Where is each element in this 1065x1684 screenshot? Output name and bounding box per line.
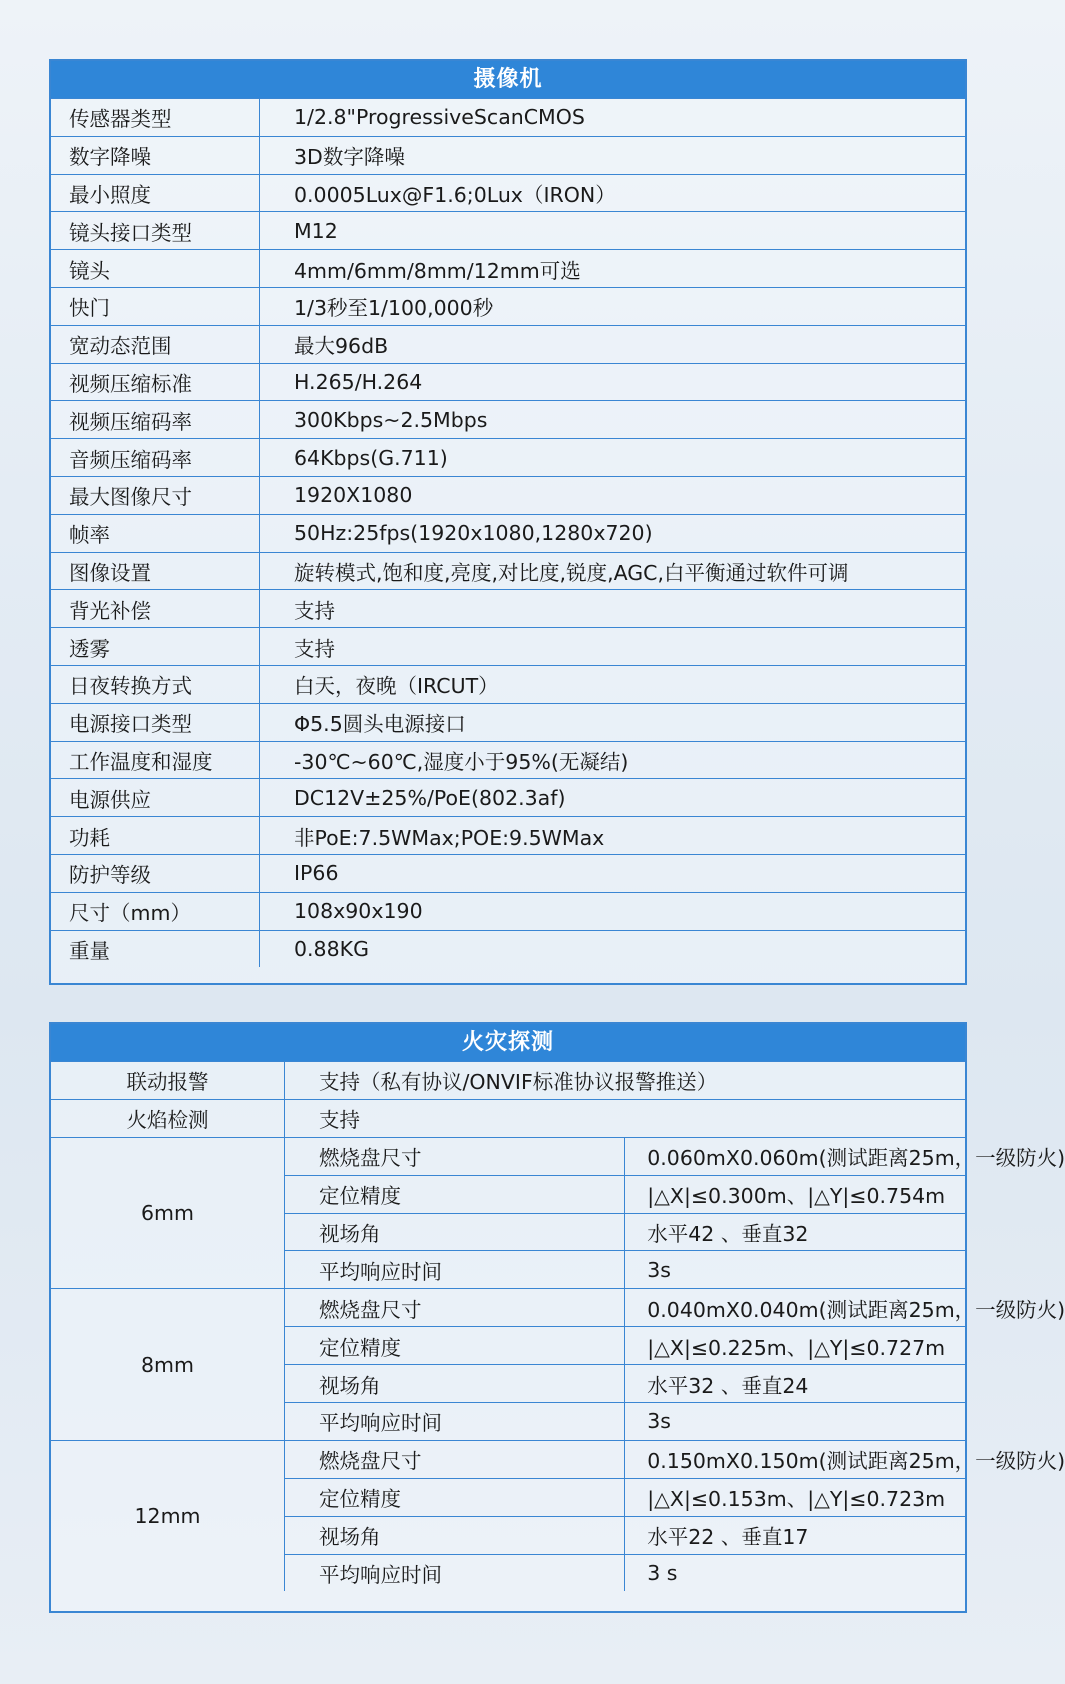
spec-value: 1/3秒至1/100,000秒: [260, 287, 966, 325]
spec-value: 0.0005Lux@F1.6;0Lux（IRON）: [260, 174, 966, 212]
spec-value: -30℃~60℃,湿度小于95%(无凝结): [260, 741, 966, 779]
spec-label: 联动报警: [51, 1062, 285, 1100]
table-row: [51, 439, 965, 477]
spec-value: 0.88KG: [260, 930, 966, 967]
spec-label: 镜头接口类型: [51, 212, 260, 250]
table-row: [51, 287, 965, 325]
spec-label: 最小照度: [51, 174, 260, 212]
spec-label: 宽动态范围: [51, 325, 260, 363]
table-row: [51, 476, 965, 514]
spec-value: 50Hz:25fps(1920x1080,1280x720): [260, 514, 966, 552]
table-row: [51, 325, 965, 363]
spec-value: 旋转模式,饱和度,亮度,对比度,锐度,AGC,白平衡通过软件可调: [260, 552, 966, 590]
spec-value: 支持: [260, 590, 966, 628]
spec-label: 视场角: [285, 1365, 625, 1403]
spec-value: 4mm/6mm/8mm/12mm可选: [260, 250, 966, 288]
spec-value: 3s: [625, 1251, 965, 1289]
spec-label: 帧率: [51, 514, 260, 552]
spec-label: 电源接口类型: [51, 703, 260, 741]
spec-label: 视频压缩标准: [51, 363, 260, 401]
spec-label: 定位精度: [285, 1327, 625, 1365]
spec-label: 快门: [51, 287, 260, 325]
spec-value: 水平32 、垂直24: [625, 1365, 965, 1403]
spec-label: 火焰检测: [51, 1099, 285, 1137]
spec-label: 传感器类型: [51, 99, 260, 137]
spec-label: 日夜转换方式: [51, 665, 260, 703]
spec-value: M12: [260, 212, 966, 250]
table-row: [51, 552, 965, 590]
table-row: [51, 401, 965, 439]
table-row: [51, 174, 965, 212]
spec-label: 功耗: [51, 817, 260, 855]
fire-section-title: 火灾探测: [51, 1024, 965, 1061]
spec-label: 尺寸（mm）: [51, 892, 260, 930]
table-row: [51, 212, 965, 250]
table-row: [51, 892, 965, 930]
spec-label: 背光补偿: [51, 590, 260, 628]
spec-label: 重量: [51, 930, 260, 967]
spec-label: 电源供应: [51, 779, 260, 817]
spec-value: 300Kbps~2.5Mbps: [260, 401, 966, 439]
spec-value: 1/2.8"ProgressiveScanCMOS: [260, 99, 966, 137]
spec-label: 平均响应时间: [285, 1251, 625, 1289]
spec-label: 视场角: [285, 1213, 625, 1251]
spec-value: |△X|≤0.300m、|△Y|≤0.754m: [625, 1175, 965, 1213]
table-row: [51, 1289, 965, 1327]
table-row: [51, 628, 965, 666]
spec-value: 支持: [260, 628, 966, 666]
spec-label: 工作温度和湿度: [51, 741, 260, 779]
spec-value: 0.060mX0.060m(测试距离25m，一级防火): [625, 1137, 965, 1175]
table-row: [51, 514, 965, 552]
spec-label: 视场角: [285, 1516, 625, 1554]
spec-label: 燃烧盘尺寸: [285, 1440, 625, 1478]
table-row: [51, 703, 965, 741]
spec-value: IP66: [260, 854, 966, 892]
spec-value: 最大96dB: [260, 325, 966, 363]
spec-label: 镜头: [51, 250, 260, 288]
table-row: [51, 1440, 965, 1478]
spec-value: 3s: [625, 1403, 965, 1441]
table-row: [51, 590, 965, 628]
spec-label: 平均响应时间: [285, 1554, 625, 1591]
spec-value: 3 s: [625, 1554, 965, 1591]
spec-value: DC12V±25%/PoE(802.3af): [260, 779, 966, 817]
camera-section-title: 摄像机: [51, 61, 965, 98]
spec-value: 0.040mX0.040m(测试距离25m，一级防火): [625, 1289, 965, 1327]
table-row: [51, 136, 965, 174]
spec-label: 定位精度: [285, 1478, 625, 1516]
spec-value: 水平22 、垂直17: [625, 1516, 965, 1554]
spec-label: 音频压缩码率: [51, 439, 260, 477]
table-row: [51, 99, 965, 137]
table-row: [51, 817, 965, 855]
spec-label: 平均响应时间: [285, 1403, 625, 1441]
lens-group-label: 6mm: [51, 1137, 285, 1289]
spec-value: 白天，夜晚（IRCUT）: [260, 665, 966, 703]
table-row: [51, 779, 965, 817]
camera-spec-panel: [49, 59, 967, 985]
spec-label: 数字降噪: [51, 136, 260, 174]
spec-label: 视频压缩码率: [51, 401, 260, 439]
spec-value: |△X|≤0.153m、|△Y|≤0.723m: [625, 1478, 965, 1516]
spec-value: 非PoE:7.5WMax;POE:9.5WMax: [260, 817, 966, 855]
fire-spec-table: [51, 1061, 1065, 1591]
spec-label: 防护等级: [51, 854, 260, 892]
table-row: [51, 741, 965, 779]
spec-value: 支持（私有协议/ONVIF标准协议报警推送）: [285, 1062, 966, 1100]
table-row: [51, 1062, 965, 1100]
spec-label: 燃烧盘尺寸: [285, 1289, 625, 1327]
spec-value: 108x90x190: [260, 892, 966, 930]
table-row: [51, 665, 965, 703]
spec-value: Φ5.5圆头电源接口: [260, 703, 966, 741]
table-row: [51, 930, 965, 967]
spec-value: 0.150mX0.150m(测试距离25m，一级防火): [625, 1440, 965, 1478]
spec-value: 支持: [285, 1099, 966, 1137]
fire-detection-panel: [49, 1022, 1065, 1613]
spec-value: 1920X1080: [260, 476, 966, 514]
spec-label: 定位精度: [285, 1175, 625, 1213]
spec-value: |△X|≤0.225m、|△Y|≤0.727m: [625, 1327, 965, 1365]
table-row: [51, 250, 965, 288]
table-row: [51, 854, 965, 892]
spec-label: 燃烧盘尺寸: [285, 1137, 625, 1175]
spec-label: 图像设置: [51, 552, 260, 590]
lens-group-label: 8mm: [51, 1289, 285, 1441]
lens-group-label: 12mm: [51, 1440, 285, 1591]
spec-label: 最大图像尺寸: [51, 476, 260, 514]
table-row: [51, 1137, 965, 1175]
table-row: [51, 363, 965, 401]
spec-label: 透雾: [51, 628, 260, 666]
spec-value: 水平42 、垂直32: [625, 1213, 965, 1251]
table-row: [51, 1099, 965, 1137]
spec-value: 3D数字降噪: [260, 136, 966, 174]
camera-spec-table: [51, 98, 965, 967]
spec-value: 64Kbps(G.711): [260, 439, 966, 477]
spec-value: H.265/H.264: [260, 363, 966, 401]
